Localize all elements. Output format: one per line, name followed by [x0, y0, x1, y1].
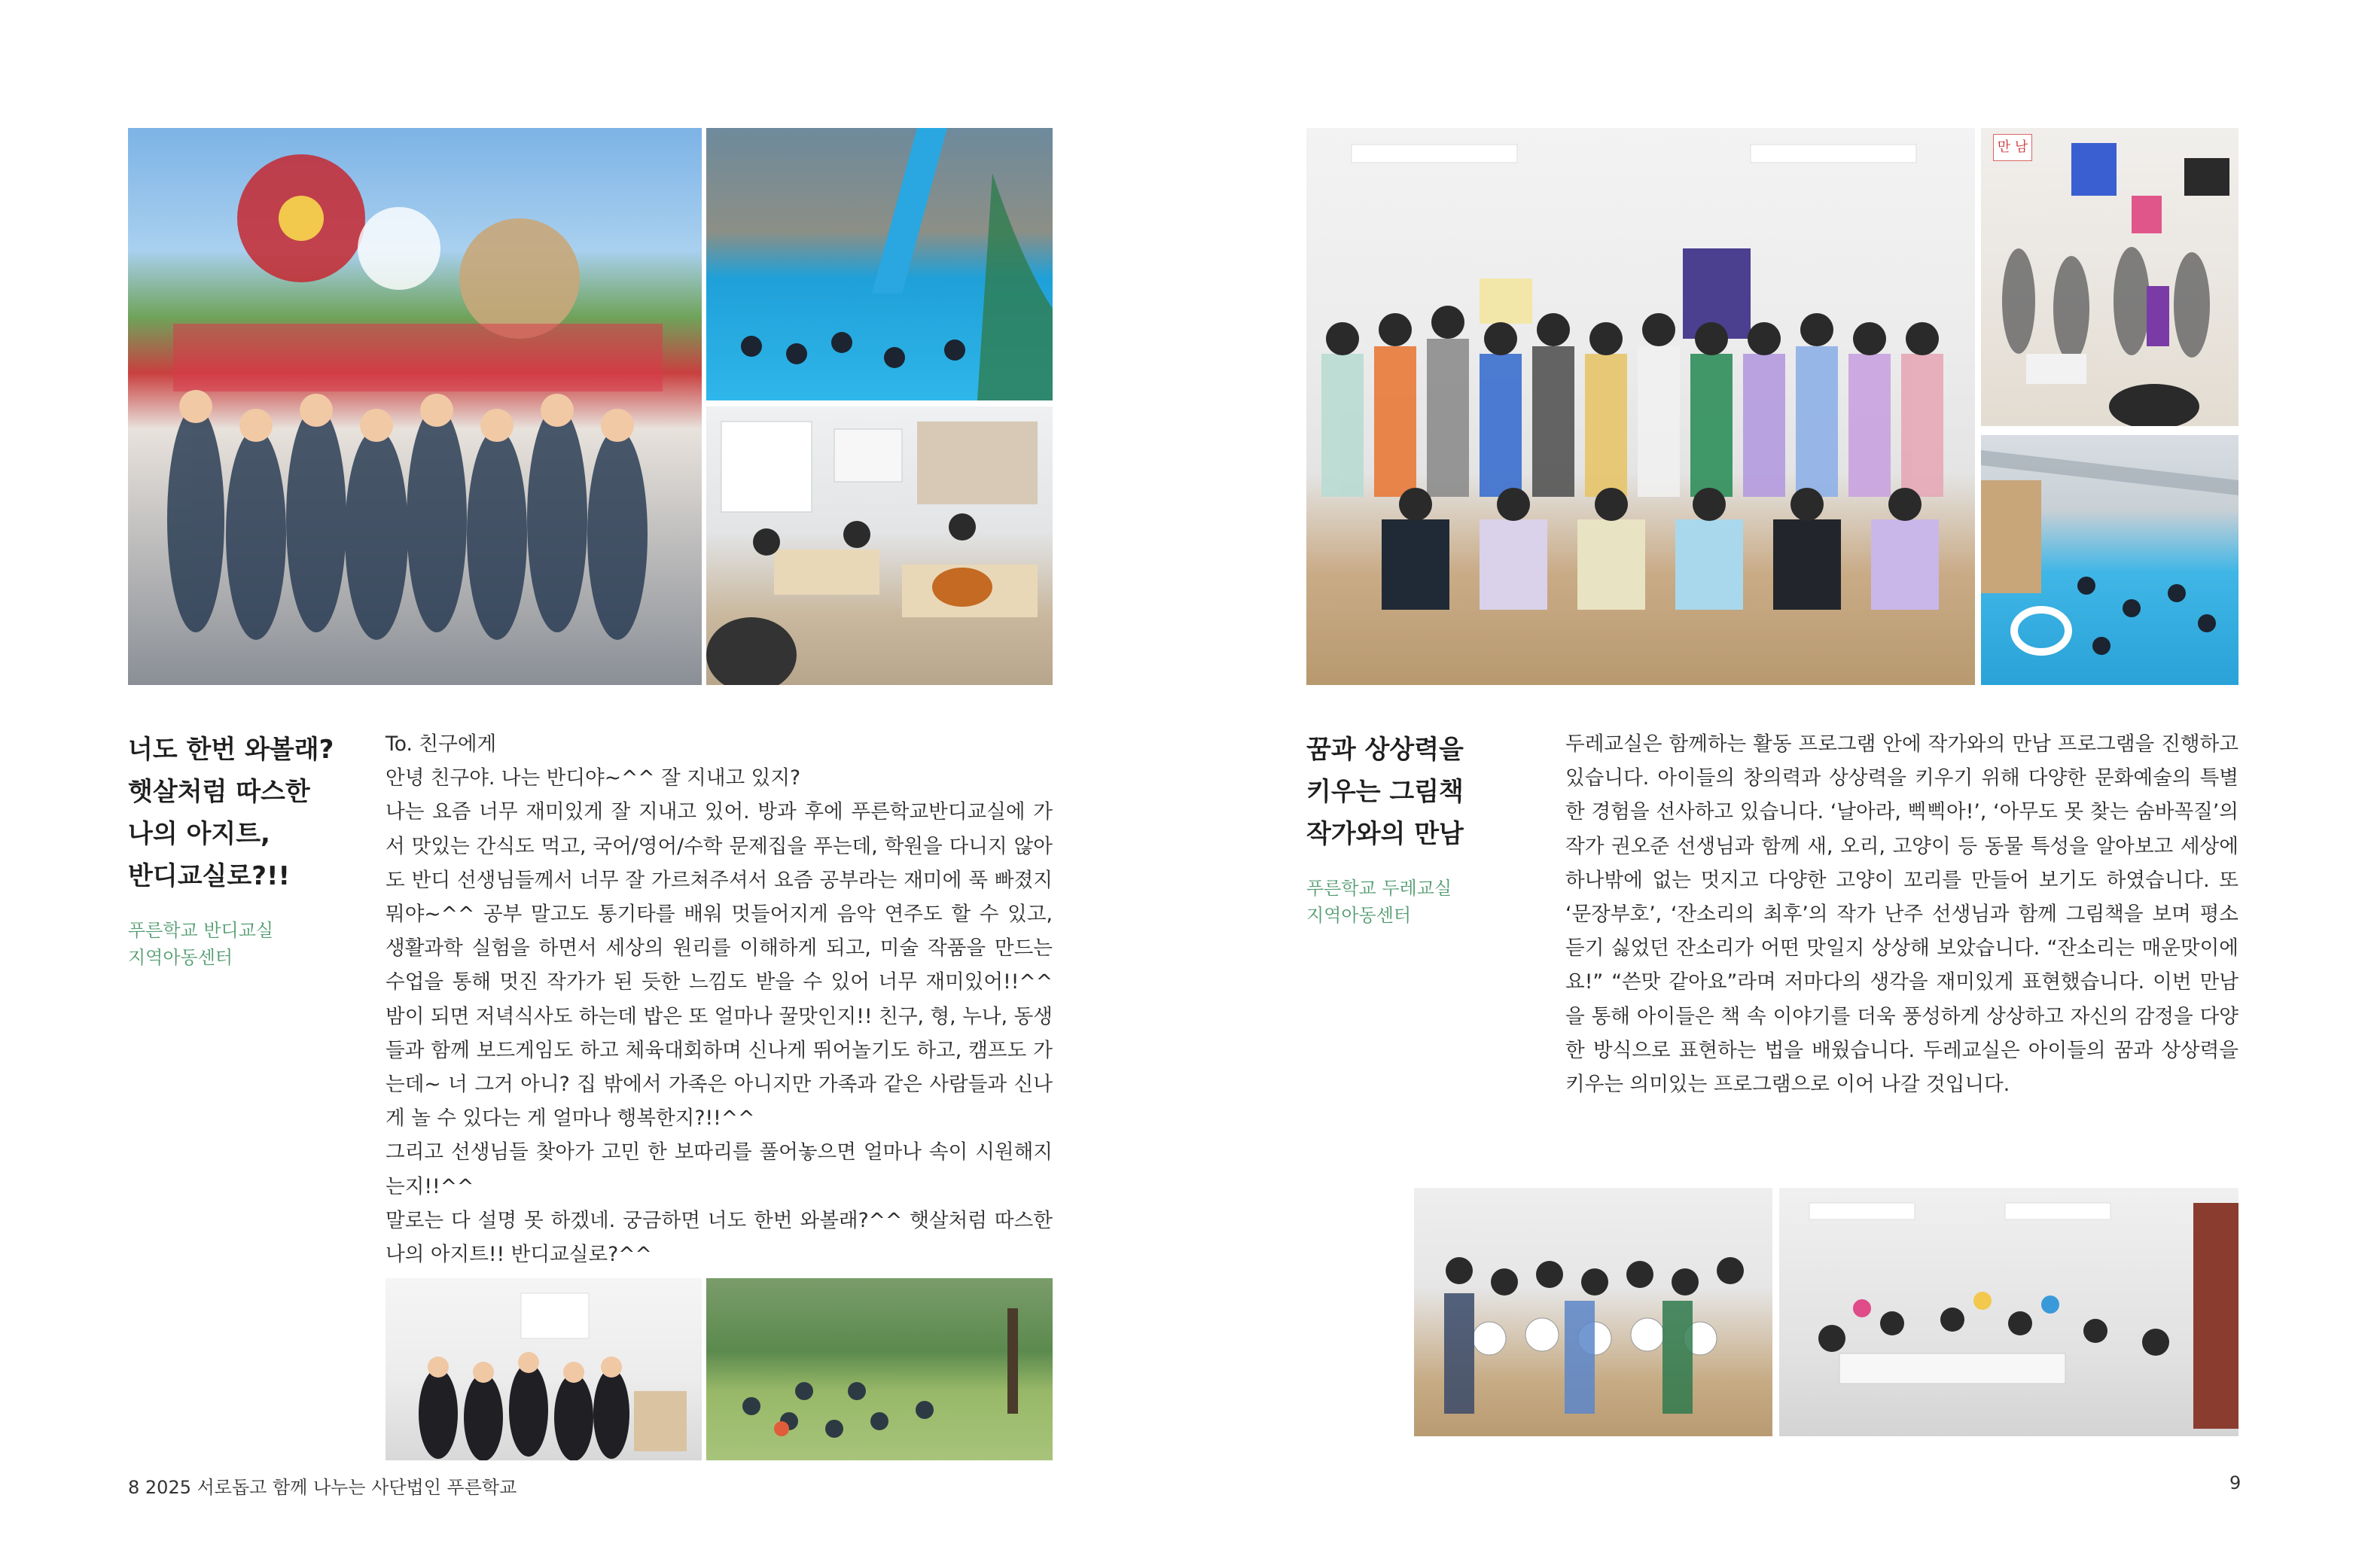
left-heading: 너도 한번 와볼래? 햇살처럼 따스한 나의 아지트, 반디교실로?!! [128, 735, 334, 891]
photo-group-festival [128, 128, 702, 685]
photo-exhibition [386, 1278, 702, 1460]
photo-craft-group [1414, 1188, 1772, 1436]
photo-pool-slide [706, 128, 1053, 400]
letter-intro: 안녕 친구야. 나는 반디야~^^ 잘 지내고 있지? [386, 766, 801, 790]
left-org: 푸른학교 반디교실 지역아동센터 [128, 920, 274, 968]
right-footer: 9 [2229, 1472, 2242, 1493]
right-body [1565, 727, 2238, 1101]
letter-teachers: 그리고 선생님들 찾아가 고민 한 보따리를 풀어놓으면 얼마나 속이 시원해지는지!!^^ [386, 1140, 1053, 1198]
letter-main: 나는 요즘 너무 재미있게 잘 지내고 있어. 방과 후에 푸른학교반디교실에 가서 맛있는 간식도 먹고, 국어/영어/수학 문제집을 푸는데, 학원을 다니지 않아도 반디 선생님들께서 너무 잘 가르쳐주셔서 요즘 공부라는 재미에 푹 빠졌지 뭐야~^^ 공부 말고도 통기타를 배워 멋들어지게 음악 연주도 할 수 있고, 생활과학 실험을 하면서 세상의 원리를 이해하게 되고, 미술 작품을 만드는 수업을 통해 멋진 작가가 된 듯한 느낌도 받을 수 있어 너무 재미있어!!^^ 밤이 되면 저녁식사도 하는데 밥은 또 얼마나 꿀맛인지!! 친구, 형, 누나, 동생들과 함께 보드게임도 하고 체육대회하며 신나게 뛰어놀기도 하고, 캠프도 가는데~ 너 그거 아니? 집 밖에서 가족은 아니지만 가족과 같은 사람들과 신나게 놀 수 있다는 게 얼마나 행복한지?!!^^ [386, 800, 1053, 1131]
photo-author-meeting [1981, 128, 2238, 426]
right-org: 푸른학교 두레교실 지역아동센터 [1306, 878, 1452, 926]
left-letter [386, 727, 1053, 1271]
right-body-paragraph: 두레교실은 함께하는 활동 프로그램 안에 작가와의 만남 프로그램을 진행하고 있습니다. 아이들의 창의력과 상상력을 키우기 위해 다양한 문화예술의 특별한 경험을 선사하고 있습니다. ‘날아라, 삑삑아!’, ‘아무도 못 찾는 숨바꼭질’의 작가 권오준 선생님과 함께 새, 오리, 고양이 등 동물 특성을 알아보고 세상에 하나밖에 없는 멋지고 다양한 고양이 꼬리를 만들어 보기도 하였습니다. 또 ‘문장부호’, ‘잔소리의 최후’의 작가 난주 선생님과 함께 그림책을 보며 평소 듣기 싫었던 잔소리가 어떤 맛일지 상상해 보았습니다. “잔소리는 매운맛이에요!” “쓴맛 같아요”라며 저마다의 생각을 재미있게 표현했습니다. 이번 만남을 통해 아이들은 책 속 이야기를 더욱 풍성하게 상상하고 자신의 감정을 다양한 방식으로 표현하는 법을 배웠습니다. 두레교실은 아이들의 꿈과 상상력을 키우는 의미있는 프로그램으로 이어 나갈 것입니다. [1565, 732, 2238, 1097]
photo-indoor-pool [1981, 435, 2238, 685]
right-heading: 꿈과 상상력을 키우는 그림책 작가와의 만남 [1306, 735, 1464, 849]
letter-greeting: To. 친구에게 [386, 732, 497, 756]
photo-group-classroom [1306, 128, 1975, 685]
photo-park-circle [706, 1278, 1053, 1460]
letter-closing: 말로는 다 설명 못 하겠네. 궁금하면 너도 한번 와볼래?^^ 햇살처럼 따스한 나의 아지트!! 반디교실로?^^ [386, 1208, 1053, 1267]
left-footer: 8 2025 서로돕고 함께 나누는 사단법인 푸른학교 [128, 1477, 517, 1498]
sign-label: 만 남 [1993, 134, 2032, 161]
photo-craft-table [1779, 1188, 2238, 1436]
photo-classroom-guitar [706, 406, 1053, 685]
right-page [1184, 0, 2368, 1568]
